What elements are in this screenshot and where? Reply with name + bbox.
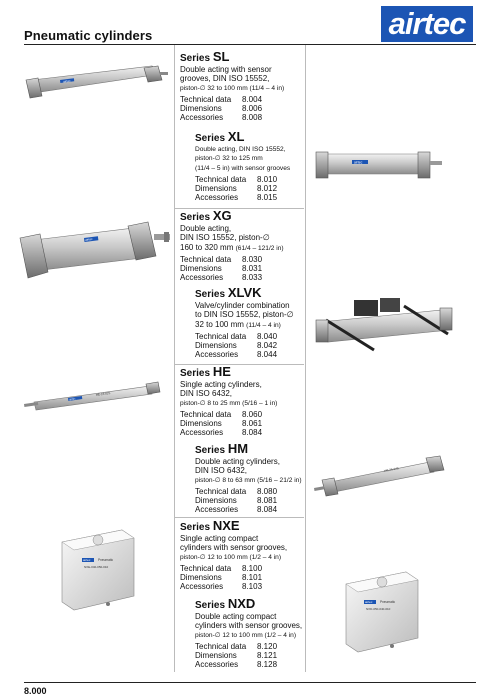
series-xg [180, 209, 284, 283]
series-prefix: Series [195, 600, 226, 611]
accessories-label: Accessories [180, 428, 224, 438]
nxd-cylinder-image [336, 566, 428, 658]
technical-data-page: 8.120 [257, 641, 278, 651]
series-title [180, 209, 284, 224]
nxe-cylinder-image [52, 524, 144, 616]
series-title [195, 286, 294, 301]
series-prefix: Series [180, 53, 211, 64]
description-text: (11/4 – 4 in) [246, 321, 281, 329]
accessories-page: 8.084 [257, 505, 278, 515]
series-title [180, 50, 284, 65]
series-title [180, 519, 287, 534]
description-line: DIN ISO 6432, [195, 466, 248, 476]
page-number: 8.000 [24, 686, 47, 696]
reference-row [195, 660, 277, 669]
dimensions-page: 8.101 [242, 573, 263, 583]
description-text: (61/4 – 121/2 in) [235, 244, 284, 252]
reference-row [180, 255, 262, 264]
dimensions-page: 8.121 [257, 651, 278, 661]
reference-table [180, 255, 262, 283]
nxd-model-label: NXD-050-040-010 [366, 607, 391, 611]
nxd-logo-label: airtec [365, 600, 373, 604]
series-code: NXD [227, 596, 256, 611]
reference-row [180, 104, 262, 113]
reference-row [195, 184, 277, 193]
he-model-label: HE-16-025 [95, 391, 111, 397]
series-prefix: Series [195, 289, 226, 300]
dimensions-label: Dimensions [180, 104, 222, 114]
description-line: piston-∅ 8 to 25 mm (5/16 – 1 in) [180, 399, 278, 407]
series-description [180, 534, 287, 562]
description-text: 160 to 320 mm [180, 242, 234, 252]
series-xl [195, 130, 290, 203]
series-nxd [195, 597, 302, 670]
nxd-brand-label: Pneumatic [380, 600, 396, 604]
accessories-page: 8.128 [257, 660, 278, 670]
technical-data-page: 8.040 [257, 331, 278, 341]
technical-data-label: Technical data [180, 254, 232, 264]
series-prefix: Series [180, 522, 211, 533]
series-description [195, 301, 294, 330]
reference-row [180, 419, 262, 428]
series-title [195, 597, 302, 612]
hm-model-label: HM-25-040 [383, 466, 399, 473]
series-description [180, 380, 277, 408]
dimensions-label: Dimensions [180, 573, 222, 583]
description-line: piston-∅ 12 to 100 mm (1/2 – 4 in) [180, 553, 282, 561]
xg-logo-label: airtec [84, 236, 93, 242]
reference-table [195, 487, 277, 515]
dimensions-page: 8.006 [242, 104, 263, 114]
logo-text: airtec [388, 6, 466, 41]
airtec-logo [381, 6, 473, 42]
description-line: Double acting, DIN ISO 15552, [195, 146, 286, 153]
series-sl [180, 50, 284, 123]
reference-row [195, 487, 277, 496]
sl-logo-label: airtec [62, 78, 71, 84]
series-description [180, 65, 284, 93]
description-line: (11/4 – 5 in) with sensor grooves [195, 164, 291, 172]
description-line: Single acting cylinders, [180, 380, 262, 389]
nxe-brand-label: Pneumatic [98, 558, 114, 562]
hm-cylinder-image [312, 452, 452, 498]
reference-row [180, 95, 262, 104]
series-description [195, 612, 302, 640]
xg-cylinder-image [14, 212, 174, 288]
description-text: 32 to 100 mm [195, 319, 244, 329]
dimensions-page: 8.061 [242, 419, 263, 429]
technical-data-page: 8.080 [257, 486, 278, 496]
dimensions-page: 8.031 [242, 264, 263, 274]
dimensions-page: 8.042 [257, 341, 278, 351]
page-title: Pneumatic cylinders [24, 28, 153, 43]
series-nxe [180, 519, 287, 592]
description-line: Double acting compact [195, 612, 277, 621]
reference-row [195, 642, 277, 651]
reference-row [195, 332, 277, 341]
reference-table [195, 642, 277, 670]
nxe-logo-label: airtec [83, 558, 91, 562]
series-prefix: Series [195, 445, 226, 456]
sl-cylinder-image [24, 62, 170, 106]
reference-row [180, 573, 262, 582]
technical-data-page: 8.010 [257, 174, 278, 184]
series-code: NXE [212, 518, 240, 533]
reference-row [195, 341, 277, 350]
reference-row [195, 175, 277, 184]
series-prefix: Series [195, 133, 226, 144]
technical-data-page: 8.030 [242, 254, 263, 264]
description-line: Double acting, [180, 224, 232, 233]
series-title [195, 442, 302, 457]
description-line: grooves, DIN ISO 15552, [180, 74, 270, 84]
accessories-label: Accessories [180, 273, 224, 283]
accessories-page: 8.008 [242, 113, 263, 123]
description-line: Double acting cylinders, [195, 457, 280, 466]
xlvk-cylinder-image [314, 290, 458, 356]
reference-table [180, 410, 262, 438]
reference-row [180, 428, 262, 437]
accessories-label: Accessories [180, 113, 224, 123]
series-code: SL [212, 49, 230, 64]
reference-row [180, 564, 262, 573]
xl-cylinder-image [312, 146, 446, 186]
series-he [180, 365, 277, 438]
description-line: piston-∅ 32 to 125 mm [195, 155, 263, 163]
reference-table [195, 175, 277, 203]
dimensions-page: 8.012 [257, 184, 278, 194]
reference-row [195, 651, 277, 660]
technical-data-label: Technical data [195, 486, 247, 496]
dimensions-label: Dimensions [195, 496, 237, 506]
reference-row [180, 273, 262, 282]
dimensions-label: Dimensions [180, 419, 222, 429]
series-prefix: Series [180, 212, 211, 223]
description-line: DIN ISO 6432, [180, 389, 233, 399]
reference-row [195, 193, 277, 202]
technical-data-label: Technical data [195, 331, 247, 341]
reference-row [195, 505, 277, 514]
reference-table [195, 332, 277, 360]
series-description [195, 457, 302, 485]
series-code: XLVK [227, 285, 262, 300]
reference-row [180, 264, 262, 273]
footer-rule [24, 682, 476, 683]
nxe-model-label: NXE-040-050-010 [84, 565, 109, 569]
dimensions-label: Dimensions [195, 184, 237, 194]
reference-row [195, 496, 277, 505]
dimensions-label: Dimensions [180, 264, 222, 274]
series-code: XL [227, 129, 245, 144]
series-code: HE [212, 364, 231, 379]
description-line: piston-∅ 12 to 100 mm (1/2 – 4 in) [195, 631, 297, 639]
description-line: Valve/cylinder combination [195, 301, 290, 310]
description-line: piston-∅ 32 to 100 mm (11/4 – 4 in) [180, 84, 285, 92]
series-code: XG [212, 208, 232, 223]
technical-data-label: Technical data [195, 641, 247, 651]
reference-row [180, 113, 262, 122]
description-line: Double acting with sensor [180, 65, 272, 74]
accessories-page: 8.084 [242, 428, 263, 438]
series-title [195, 130, 290, 145]
accessories-label: Accessories [195, 505, 239, 515]
description-line: cylinders with sensor grooves, [195, 621, 303, 631]
reference-row [180, 410, 262, 419]
accessories-page: 8.044 [257, 350, 278, 360]
reference-table [180, 95, 262, 123]
description-line: cylinders with sensor grooves, [180, 543, 288, 553]
technical-data-label: Technical data [180, 563, 232, 573]
description-line: Single acting compact [180, 534, 259, 543]
reference-row [180, 582, 262, 591]
technical-data-page: 8.100 [242, 563, 263, 573]
description-line: DIN ISO 15552, piston-∅ [180, 233, 270, 243]
series-prefix: Series [180, 368, 211, 379]
accessories-label: Accessories [180, 582, 224, 592]
accessories-page: 8.033 [242, 273, 263, 283]
dimensions-label: Dimensions [195, 341, 237, 351]
series-hm [195, 442, 302, 515]
accessories-page: 8.103 [242, 582, 263, 592]
accessories-label: Accessories [195, 350, 239, 360]
series-code: HM [227, 441, 249, 456]
technical-data-label: Technical data [195, 174, 247, 184]
accessories-label: Accessories [195, 660, 239, 670]
reference-table [180, 564, 262, 592]
description-line: piston-∅ 8 to 63 mm (5/16 – 21/2 in) [195, 476, 302, 484]
description-line [180, 243, 284, 253]
description-line [195, 320, 294, 330]
dimensions-label: Dimensions [195, 651, 237, 661]
series-description [195, 145, 290, 173]
technical-data-label: Technical data [180, 409, 232, 419]
he-logo-label: airtec [69, 397, 76, 402]
xl-logo-label: airtec [354, 160, 363, 165]
technical-data-page: 8.060 [242, 409, 263, 419]
accessories-label: Accessories [195, 193, 239, 203]
technical-data-label: Technical data [180, 94, 232, 104]
reference-row [195, 350, 277, 359]
technical-data-page: 8.004 [242, 94, 263, 104]
series-title [180, 365, 277, 380]
description-line: to DIN ISO 15552, piston-∅ [195, 310, 294, 320]
series-description [180, 224, 284, 253]
accessories-page: 8.015 [257, 193, 278, 203]
he-cylinder-image [22, 380, 166, 416]
series-xlvk [195, 286, 294, 360]
dimensions-page: 8.081 [257, 496, 278, 506]
